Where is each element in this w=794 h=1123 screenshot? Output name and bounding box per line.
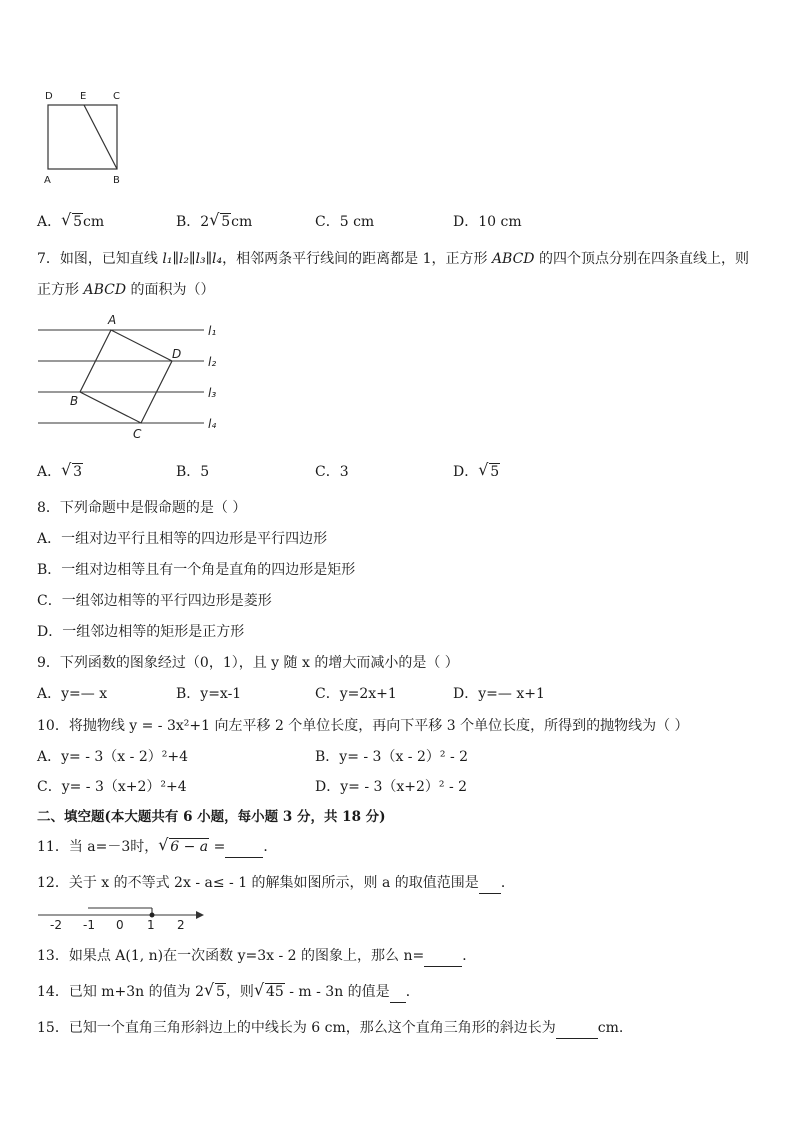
tick-label-2: 2 bbox=[177, 918, 185, 932]
q12-answer-blank[interactable] bbox=[479, 873, 501, 894]
q6-option-b-radicand: 5 bbox=[221, 214, 231, 230]
tick-label-neg1: -1 bbox=[83, 918, 95, 932]
q12-text-2: ． bbox=[500, 875, 515, 891]
q6-option-b-label: B．2 bbox=[176, 214, 210, 230]
label-b: B bbox=[113, 175, 120, 186]
q14-answer-blank[interactable] bbox=[390, 982, 406, 1003]
square-abcd-q7 bbox=[80, 330, 172, 423]
label-c: C bbox=[113, 91, 120, 102]
q11-sqrt: √ 6 − a bbox=[158, 835, 209, 855]
q13 bbox=[37, 946, 476, 967]
q9-option-c: C．y=2x+1 bbox=[315, 686, 397, 702]
q7-option-b: B．5 bbox=[176, 464, 210, 480]
q7-text-4: 正方形 bbox=[37, 282, 84, 298]
q7-option-a-radicand: 3 bbox=[73, 464, 83, 480]
q14 bbox=[37, 982, 420, 1003]
label-e: E bbox=[80, 91, 87, 102]
q7-text-1: 7．如图，已知直线 bbox=[37, 251, 163, 267]
q7-option-a-label: A． bbox=[37, 464, 62, 480]
q12-number-line bbox=[36, 903, 206, 933]
q7-option-d-radicand: 5 bbox=[490, 464, 500, 480]
q9-option-b: B．y=x-1 bbox=[176, 686, 242, 702]
q14-sqrt-2: √ 45 bbox=[253, 980, 284, 1000]
q7-text-3: 的四个顶点分别在四条直线上，则 bbox=[534, 251, 749, 267]
q10-option-c: C．y= - 3（x+2）²+4 bbox=[37, 779, 187, 795]
q7-option-d-sqrt: √ 5 bbox=[478, 460, 500, 480]
q7-option-a bbox=[37, 462, 83, 482]
label-l3: l₃ bbox=[208, 386, 217, 400]
q11-text-2: = bbox=[209, 839, 226, 855]
q6-option-d: D．10 cm bbox=[453, 214, 522, 230]
q11-text-3: ． bbox=[263, 839, 278, 855]
q7-option-d-label: D． bbox=[453, 464, 479, 480]
q7-figure bbox=[36, 310, 236, 445]
q14-sqrt-1: √ 5 bbox=[204, 980, 225, 1000]
label-b-q7: B bbox=[70, 394, 79, 408]
tick-label-1: 1 bbox=[147, 918, 155, 932]
q7-stem-line2 bbox=[37, 280, 215, 300]
q6-option-a-sqrt: √ 5 bbox=[61, 210, 83, 230]
section-fill-in-heading: 二、填空题(本大题共有 6 小题，每小题 3 分，共 18 分) bbox=[37, 809, 386, 825]
q6-option-b-sqrt: √ 5 bbox=[209, 210, 231, 230]
q8-option-c: C．一组邻边相等的平行四边形是菱形 bbox=[37, 593, 272, 609]
q15-answer-blank[interactable] bbox=[556, 1018, 598, 1039]
q15-text-1: 15．已知一个直角三角形斜边上的中线长为 6 cm，那么这个直角三角形的斜边长为 bbox=[37, 1020, 556, 1036]
tick-label-0: 0 bbox=[116, 918, 124, 932]
solution-endpoint-dot bbox=[150, 913, 155, 918]
q7-option-a-sqrt: √ 3 bbox=[61, 460, 83, 480]
q9-option-a: A．y=— x bbox=[37, 686, 108, 702]
q8-option-b: B．一组对边相等且有一个角是直角的四边形是矩形 bbox=[37, 562, 356, 578]
segment-eb bbox=[84, 105, 117, 169]
q6-option-a bbox=[37, 212, 104, 232]
q8-option-d: D．一组邻边相等的矩形是正方形 bbox=[37, 624, 245, 640]
q6-option-c: C．5 cm bbox=[315, 214, 375, 230]
q10-option-b: B．y= - 3（x - 2）² - 2 bbox=[315, 749, 469, 765]
q10-option-d: D．y= - 3（x+2）² - 2 bbox=[315, 779, 468, 795]
number-line-arrow bbox=[196, 911, 204, 919]
q14-radicand-2: 45 bbox=[265, 984, 284, 1000]
q6-figure bbox=[40, 88, 132, 188]
q7-stem-line1 bbox=[37, 249, 749, 269]
q14-text-2: ，则 bbox=[225, 984, 254, 1000]
q13-answer-blank[interactable] bbox=[424, 946, 462, 967]
label-a-q7: A bbox=[108, 313, 117, 327]
label-l4: l₄ bbox=[208, 417, 217, 431]
q12 bbox=[37, 873, 515, 894]
label-l1: l₁ bbox=[208, 324, 217, 338]
q14-text-3: - m - 3n 的值是 bbox=[284, 984, 390, 1000]
q7-square-name-2: ABCD bbox=[83, 282, 127, 298]
label-c-q7: C bbox=[133, 427, 142, 441]
q8-stem: 8．下列命题中是假命题的是（ ） bbox=[37, 500, 247, 516]
q11-radicand: 6 − a bbox=[170, 839, 209, 855]
q7-option-c: C．3 bbox=[315, 464, 349, 480]
q14-text-4: ． bbox=[405, 984, 420, 1000]
q13-text-2: ． bbox=[462, 948, 477, 964]
q8-option-a: A．一组对边平行且相等的四边形是平行四边形 bbox=[37, 531, 328, 547]
q10-option-a: A．y= - 3（x - 2）²+4 bbox=[37, 749, 188, 765]
square-abcd bbox=[48, 105, 117, 169]
q9-option-d: D．y=— x+1 bbox=[453, 686, 545, 702]
q7-text-2: ，相邻两条平行线间的距离都是 1，正方形 bbox=[222, 251, 492, 267]
q14-text-1: 14．已知 m+3n 的值为 2 bbox=[37, 984, 205, 1000]
q6-option-a-unit: cm bbox=[83, 214, 105, 230]
q15 bbox=[37, 1018, 623, 1039]
q11-answer-blank[interactable] bbox=[225, 837, 263, 858]
label-d: D bbox=[45, 91, 53, 102]
label-d-q7: D bbox=[172, 347, 182, 361]
q7-square-name-1: ABCD bbox=[491, 251, 535, 267]
q14-radicand-1: 5 bbox=[216, 984, 225, 1000]
q7-option-d bbox=[453, 462, 500, 482]
label-l2: l₂ bbox=[208, 355, 217, 369]
q13-text-1: 13．如果点 A(1, n)在一次函数 y=3x - 2 的图象上，那么 n= bbox=[37, 948, 425, 964]
q15-text-2: cm. bbox=[597, 1020, 624, 1036]
q12-text-1: 12．关于 x 的不等式 2x - a≤ - 1 的解集如图所示，则 a 的取值范围是 bbox=[37, 875, 479, 891]
tick-label-neg2: -2 bbox=[50, 918, 62, 932]
q10-stem: 10．将抛物线 y = - 3x²+1 向左平移 2 个单位长度，再向下平移 3 个单位长度，所得到的抛物线为（ ） bbox=[37, 718, 689, 734]
q11 bbox=[37, 837, 277, 858]
q9-stem: 9．下列函数的图象经过（0，1），且 y 随 x 的增大而减小的是（ ） bbox=[37, 655, 459, 671]
label-a: A bbox=[44, 175, 51, 186]
q6-option-a-label: A． bbox=[37, 214, 62, 230]
q6-option-a-radicand: 5 bbox=[73, 214, 83, 230]
q7-text-5: 的面积为（） bbox=[126, 282, 215, 298]
q7-parallel-lines: l₁∥l₂∥l₃∥l₄ bbox=[162, 251, 223, 267]
q6-option-b bbox=[176, 212, 252, 232]
q11-text-1: 11．当 a=－3时， bbox=[37, 839, 159, 855]
q6-option-b-unit: cm bbox=[231, 214, 253, 230]
